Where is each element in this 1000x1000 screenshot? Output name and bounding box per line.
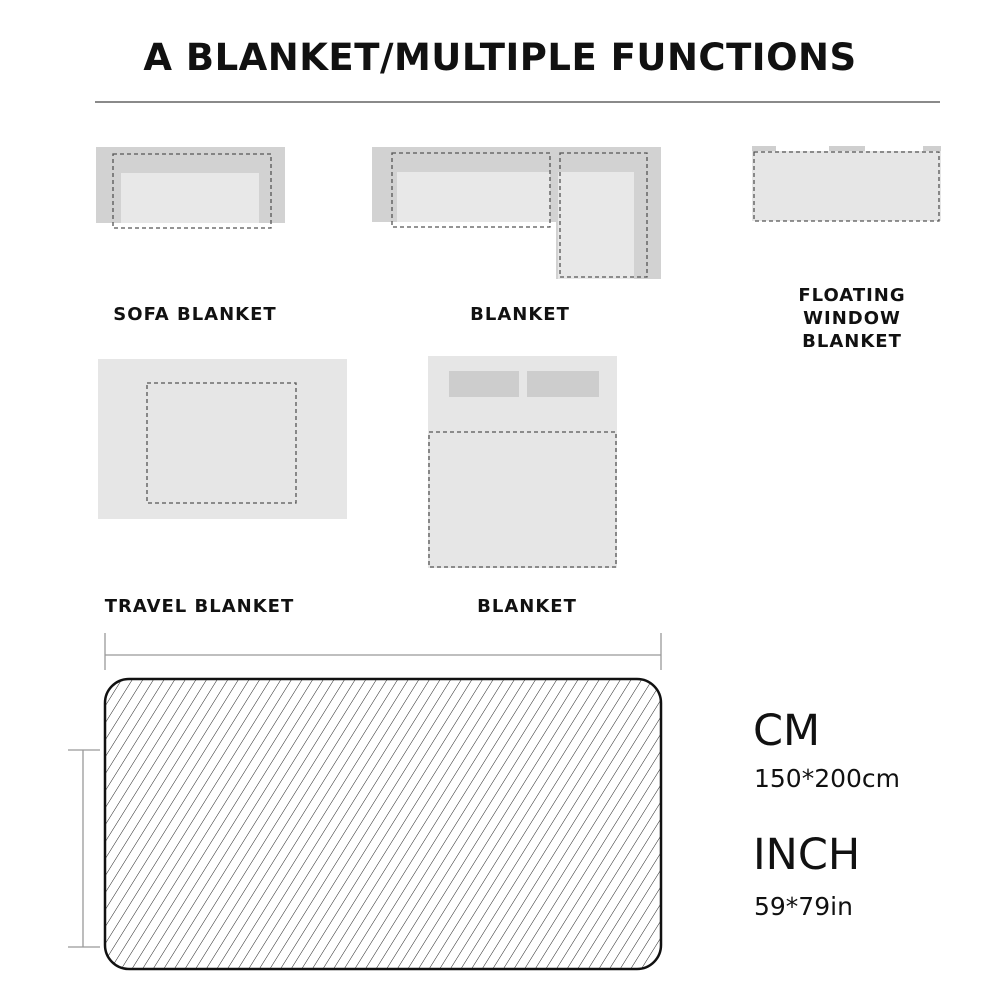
- bed-icon: [427, 355, 619, 571]
- inch-size-value: 59*79in: [754, 892, 853, 921]
- sectional-sofa-icon: [371, 146, 663, 282]
- cm-size-value: 150*200cm: [754, 764, 901, 793]
- label-sofa-blanket: SOFA BLANKET: [113, 304, 277, 325]
- cm-unit-label: CM: [753, 706, 821, 756]
- label-travel-blanket: TRAVEL BLANKET: [104, 596, 295, 617]
- inch-unit-label: INCH: [753, 830, 861, 880]
- label-bed-blanket: BLANKET: [477, 596, 577, 617]
- label-floating-window-blanket: FLOATING WINDOW BLANKET: [798, 285, 906, 352]
- title-divider: [95, 101, 940, 103]
- window-seat-icon: [751, 145, 943, 225]
- blanket-size-diagram: [60, 625, 680, 980]
- label-sectional-blanket: BLANKET: [470, 304, 570, 325]
- travel-mat-icon: [97, 358, 349, 522]
- blanket-shape: [105, 679, 661, 969]
- page-title: A BLANKET/MULTIPLE FUNCTIONS: [143, 36, 857, 79]
- sofa-icon: [95, 146, 287, 232]
